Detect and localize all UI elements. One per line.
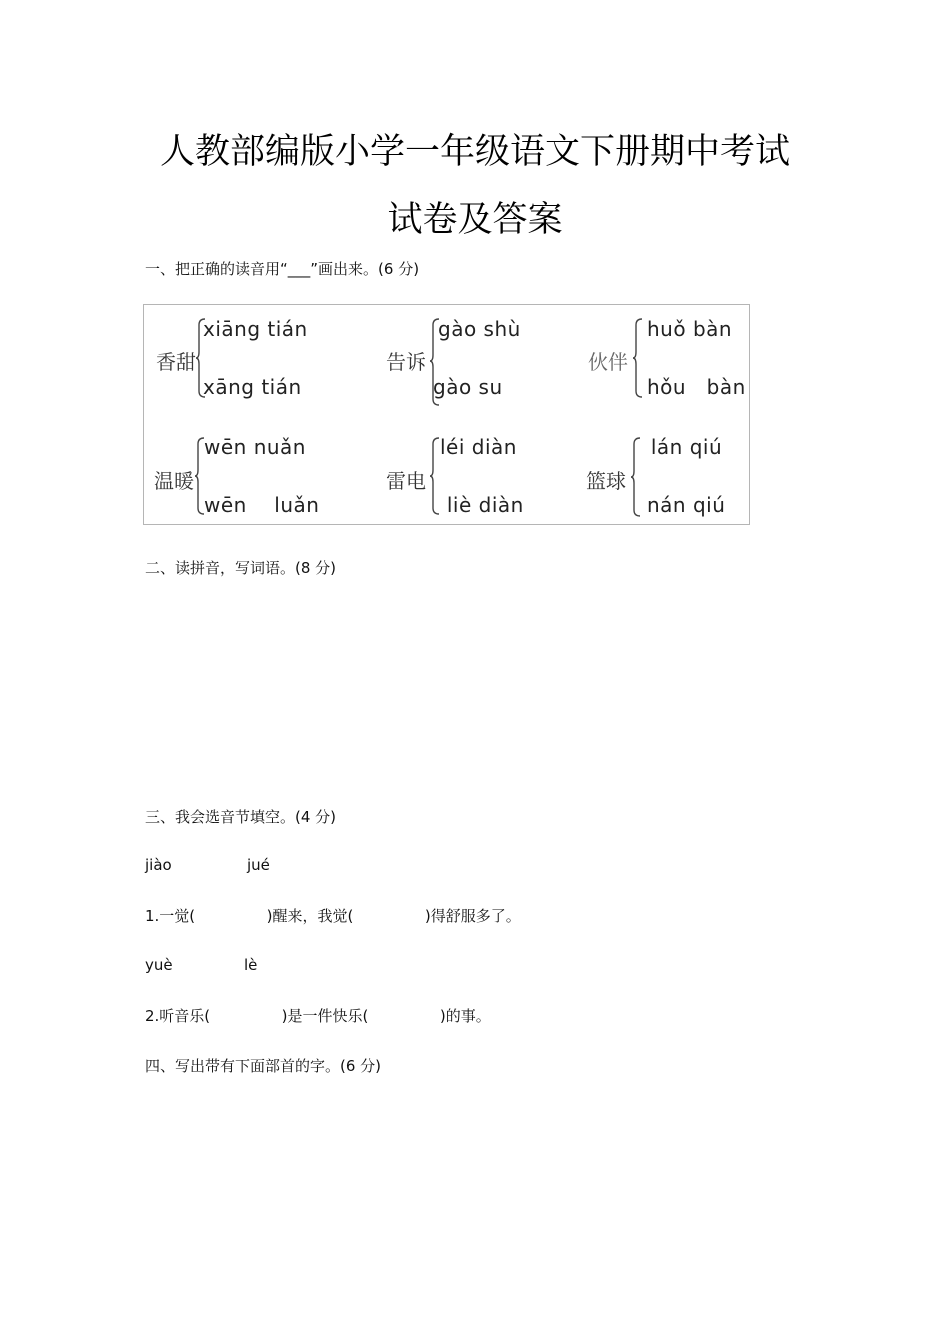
- q3-sentence-1: 1.一觉( )醒来，我觉( )得舒服多了。: [145, 907, 521, 925]
- pinyin-option: léi diàn: [440, 435, 517, 459]
- q3-sentence-2: 2.听音乐( )是一件快乐( )的事。: [145, 1007, 491, 1025]
- pinyin-option: huǒ bàn: [647, 317, 733, 341]
- q3-heading: 三、我会选音节填空。(4 分): [145, 808, 337, 826]
- word-item: 篮球: [586, 469, 626, 493]
- document-title-line2: 试卷及答案: [387, 200, 563, 240]
- brace-icon: [630, 436, 642, 518]
- pinyin-option: lán qiú: [644, 435, 723, 459]
- q4-heading: 四、写出带有下面部首的字。(6 分): [145, 1057, 382, 1075]
- pinyin-option: xiāng tián: [203, 317, 308, 341]
- pinyin-option: hǒu bàn: [647, 375, 746, 399]
- pinyin-hint: yuè: [145, 956, 173, 974]
- pinyin-choice-box: [143, 304, 750, 525]
- document-title-line1: 人教部编版小学一年级语文下册期中考试: [159, 132, 790, 172]
- word-item: 温暖: [154, 469, 194, 493]
- pinyin-hint: lè: [244, 956, 258, 974]
- pinyin-option: gào shù: [438, 317, 521, 341]
- pinyin-option: gào su: [433, 375, 503, 399]
- pinyin-option: liè diàn: [440, 493, 524, 517]
- word-item: 雷电: [386, 469, 426, 493]
- q1-heading: 一、把正确的读音用“___”画出来。(6 分): [145, 260, 420, 278]
- pinyin-option: nán qiú: [647, 493, 726, 517]
- pinyin-hint: jiào: [145, 856, 172, 874]
- brace-icon: [632, 317, 644, 399]
- q2-heading: 二、读拼音，写词语。(8 分): [145, 559, 337, 577]
- word-item: 告诉: [386, 350, 426, 374]
- pinyin-option: wēn luǎn: [204, 493, 320, 517]
- pinyin-option: wēn nuǎn: [204, 435, 306, 459]
- pinyin-hint: jué: [247, 856, 270, 874]
- pinyin-option: xāng tián: [203, 375, 302, 399]
- word-item: 伙伴: [588, 350, 628, 374]
- word-item: 香甜: [156, 350, 196, 374]
